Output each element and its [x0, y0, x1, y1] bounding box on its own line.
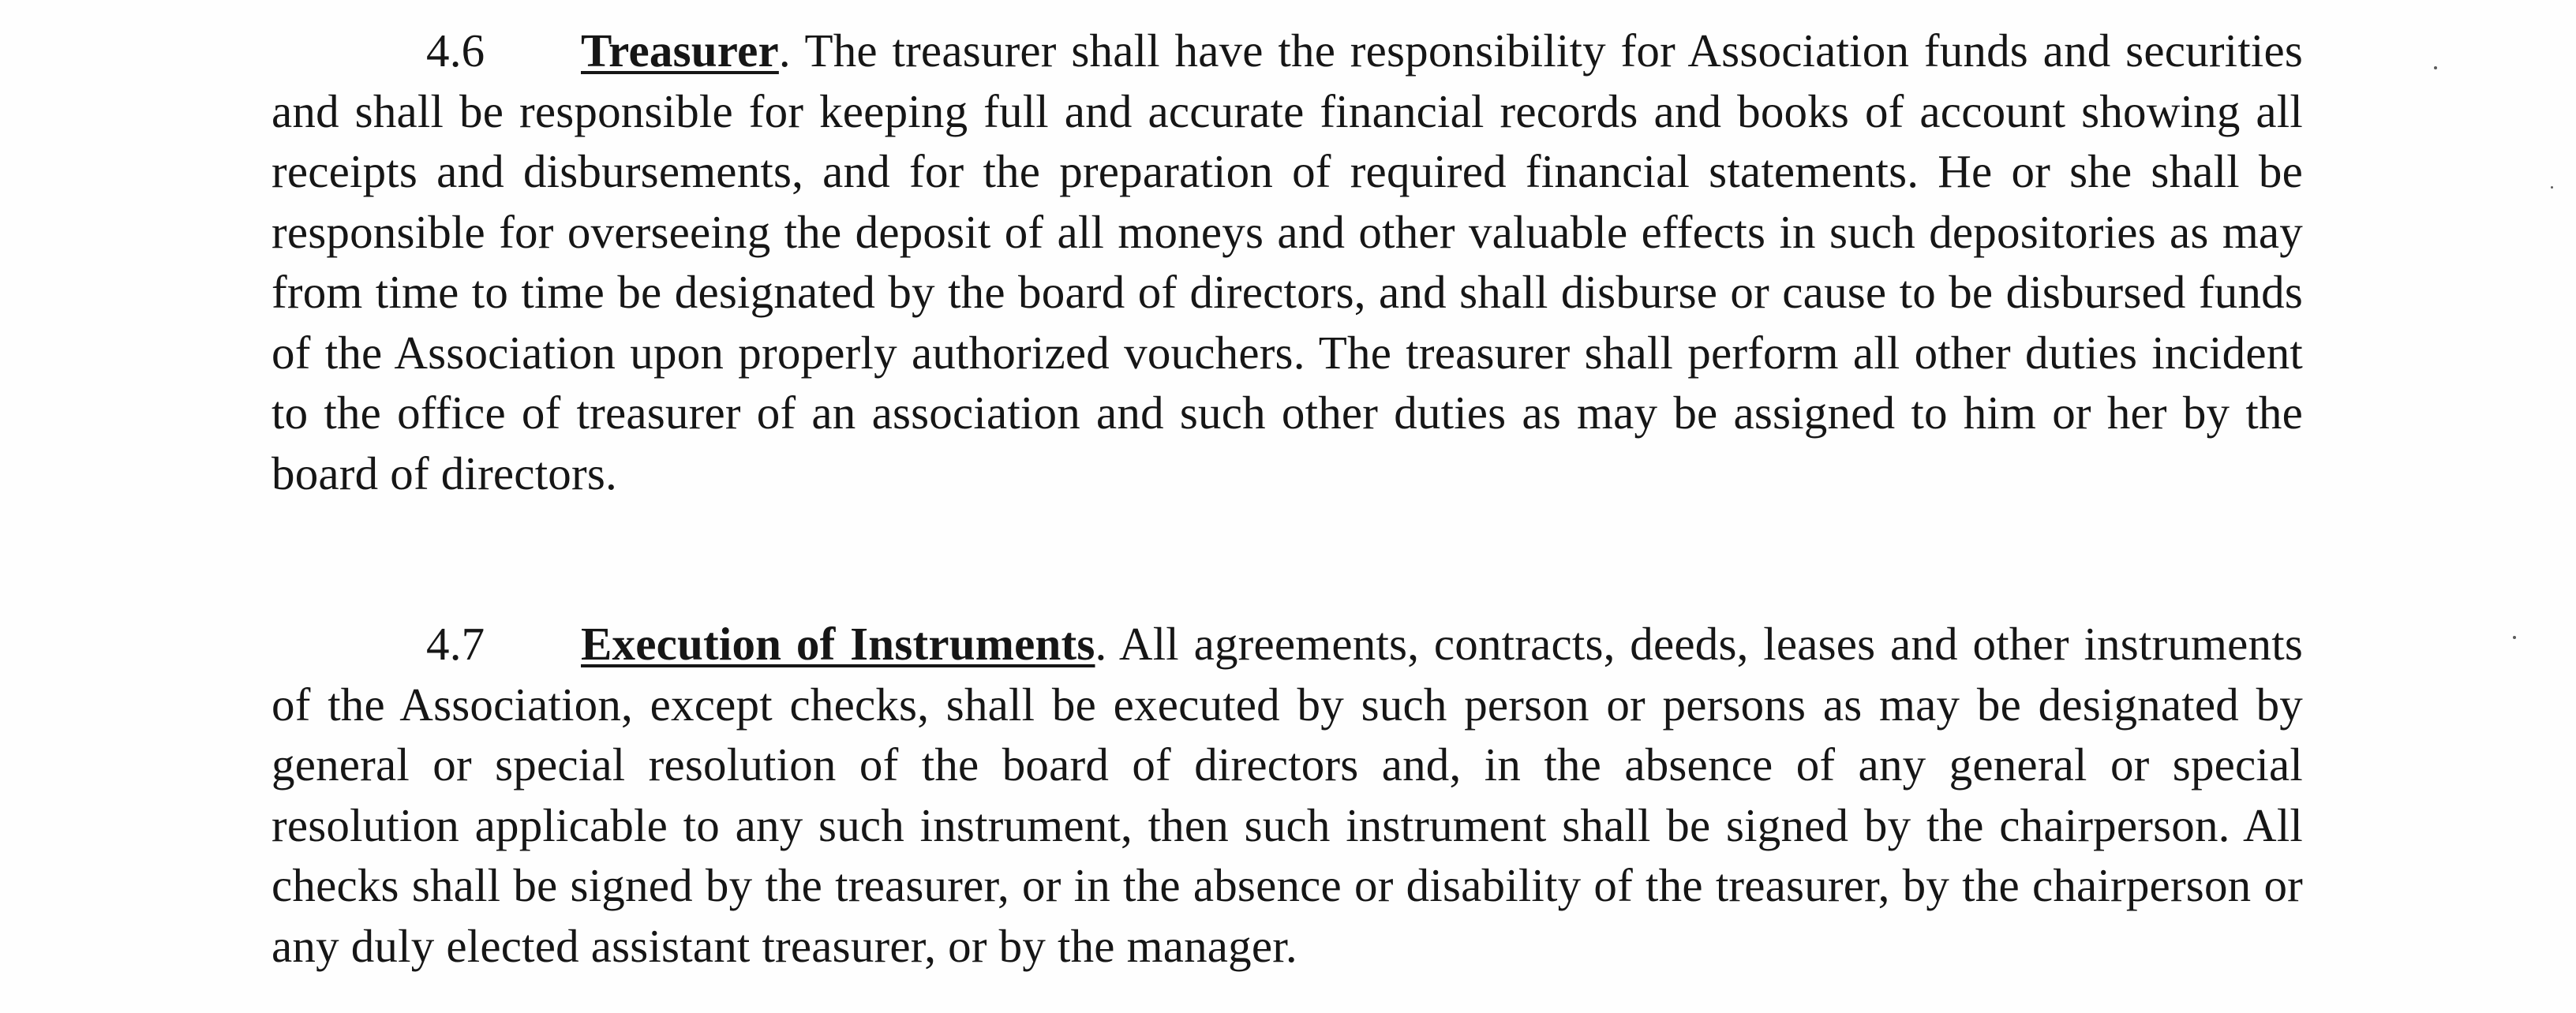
section-paragraph [271, 614, 2303, 976]
scan-speck [2551, 186, 2553, 189]
section-body: . All agreements, contracts, deeds, leases and other instruments of the Association, except checks, shall be executed by such person or persons as may be designated by general or special resolution of the board of directors and, in the absence of any general or special resolution applicable to any such instrument, then such instrument shall be signed by the chairperson. All checks shall be signed by the treasurer, or in the absence or disability of the treasurer, by the chairperson or any duly elected assistant treasurer, or by the manager. [271, 618, 2303, 972]
section-number: 4.6 [426, 24, 485, 77]
section-heading: Treasurer [581, 24, 779, 77]
section-heading: Execution of Instruments [581, 618, 1095, 670]
section-body: . The treasurer shall have the responsibility for Association funds and securities and shall be responsible for keeping full and accurate financial records and books of account showing all receipts and disbursements, and for the preparation of required financial statements. He or she shall be responsible for overseeing the deposit of all moneys and other valuable effects in such depositories as may from time to time be designated by the board of directors, and shall disburse or cause to be disbursed funds of the Association upon properly authorized vouchers. The treasurer shall perform all other duties incident to the office of treasurer of an association and such other duties as may be assigned to him or her by the board of directors. [271, 24, 2303, 499]
section-4-7 [271, 614, 2303, 976]
scan-speck [2434, 66, 2437, 69]
section-paragraph [271, 21, 2303, 503]
section-number: 4.7 [426, 618, 485, 670]
section-4-6 [271, 21, 2303, 503]
scan-speck [2513, 636, 2516, 639]
